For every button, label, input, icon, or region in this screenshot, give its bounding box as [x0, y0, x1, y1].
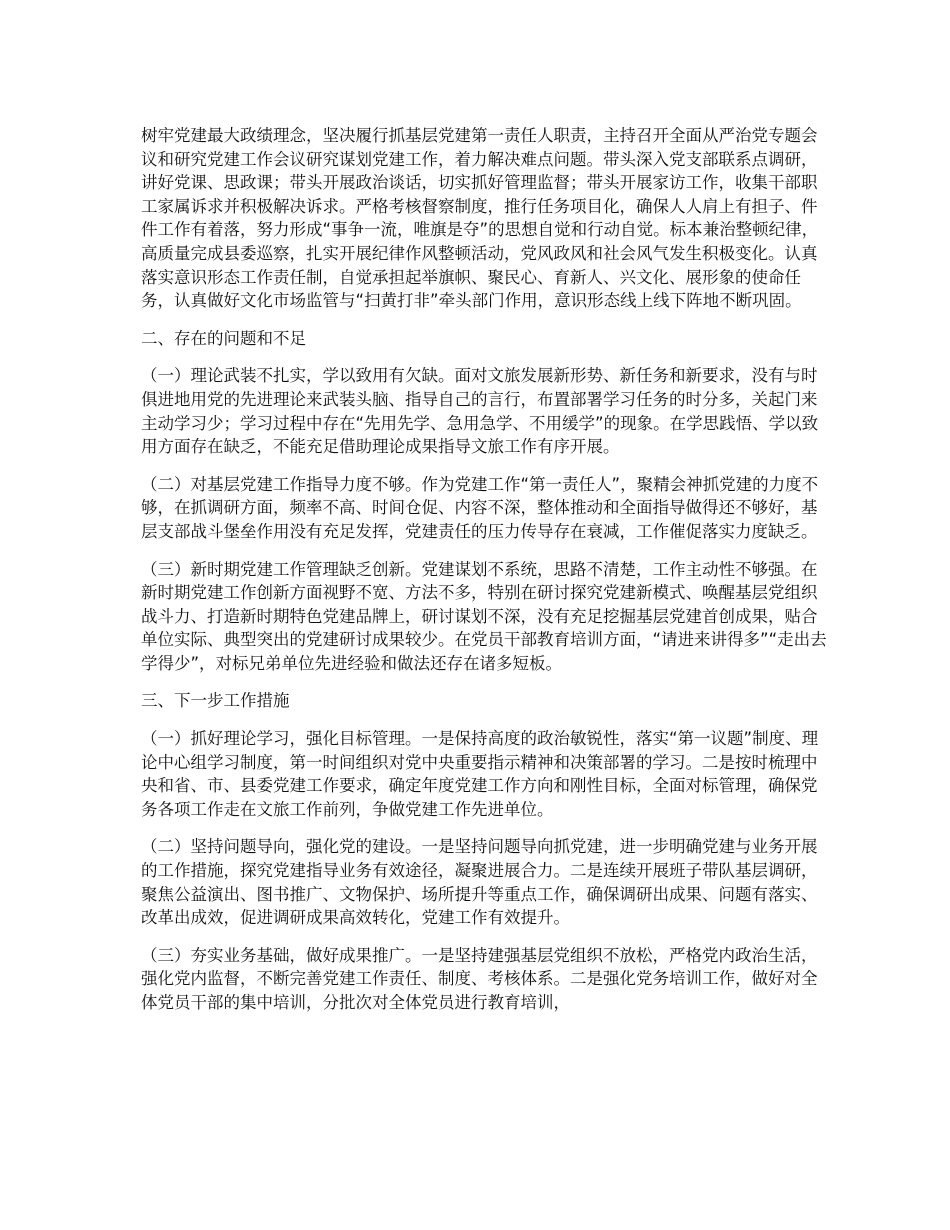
body-paragraph-problem-1: （一）理论武装不扎实，学以致用有欠缺。面对文旅发展新形势、新任务和新要求，没有与时俱进地用党的先进理论来武装头脑、指导自己的言行，布置部署学习任务的时分多，关起门来主动学习少；学习过程中存在“先用先学、急用急学、不用缓学”的现象。在学思践悟、学以致用方面存在缺乏，不能充足借助理论成果指导文旅工作有序开展。	[141, 366, 819, 457]
body-paragraph-problem-2: （二）对基层党建工作指导力度不够。作为党建工作“第一责任人”，聚精会神抓党建的力度不够，在抓调研方面，频率不高、时间仓促、内容不深，整体推动和全面指导做得还不够好，基层支部战斗堡垒作用没有充足发挥，党建责任的压力传导存在衰减，工作催促落实力度缺乏。	[141, 474, 819, 541]
body-paragraph-measure-2: （二）坚持问题导向，强化党的建设。一是坚持问题导向抓党建，进一步明确党建与业务开展的工作措施，探究党建指导业务有效途径，凝聚进展合力。二是连续开展班子带队基层调研，聚焦公益演出、图书推广、文物保护、场所提升等重点工作，确保调研出成果、问题有落实、改革出成效，促进调研成果高效转化，党建工作有效提升。	[141, 837, 818, 928]
section-heading-next-steps: 三、下一步工作措施	[141, 691, 290, 711]
body-paragraph-measure-1: （一）抓好理论学习，强化目标管理。一是保持高度的政治敏锐性，落实“第一议题”制度、理论中心组学习制度，第一时间组织对党中央重要指示精神和决策部署的学习。二是按时梳理中央和省、市、县委党建工作要求，确定年度党建工作方向和刚性目标，全面对标管理，确保党务各项工作走在文旅工作前列，争做党建工作先进单位。	[141, 729, 819, 819]
body-paragraph-problem-3: （三）新时期党建工作管理缺乏创新。党建谋划不系统，思路不清楚，工作主动性不够强。在新时期党建工作创新方面视野不宽、方法不多，特别在研讨探究党建新模式、唤醒基层党组织战斗力、打造新时期特色党建品牌上，研讨谋划不深，没有充足挖掘基层党建首创成果，贴合单位实际、典型突出的党建研讨成果较少。在党员干部教育培训方面，“请进来讲得多”“走出去学得少”，对标兄弟单位先进经验和做法还存在诸多短板。	[141, 559, 827, 673]
section-heading-problems: 二、存在的问题和不足	[141, 328, 306, 348]
body-paragraph-intro: 树牢党建最大政绩理念，坚决履行抓基层党建第一责任人职责，主持召开全面从严治党专题会议和研究党建工作会议研究谋划党建工作，着力解决难点问题。带头深入党支部联系点调研，讲好党课、思政课；带头开展政治谈话，切实抓好管理监督；带头开展家访工作，收集干部职工家属诉求并积极解决诉求。严格考核督察制度，推行任务项目化，确保人人肩上有担子、件件工作有着落，努力形成“事争一流，唯旗是夺”的思想自觉和行动自觉。标本兼治整顿纪律，高质量完成县委巡察，扎实开展纪律作风整顿活动，党风政风和社会风气发生积极变化。认真落实意识形态工作责任制，自觉承担起举旗帜、聚民心、育新人、兴文化、展形象的使命任务，认真做好文化市场监管与“扫黄打非”牵头部门作用，意识形态线上线下阵地不断巩固。	[141, 126, 819, 311]
body-paragraph-measure-3: （三）夯实业务基础，做好成果推广。一是坚持建强基层党组织不放松，严格党内政治生活，强化党内监督，不断完善党建工作责任、制度、考核体系。二是强化党务培训工作，做好对全体党员干部的集中培训，分批次对全体党员进行教育培训，	[141, 945, 818, 1012]
document-page	[141, 124, 831, 1029]
